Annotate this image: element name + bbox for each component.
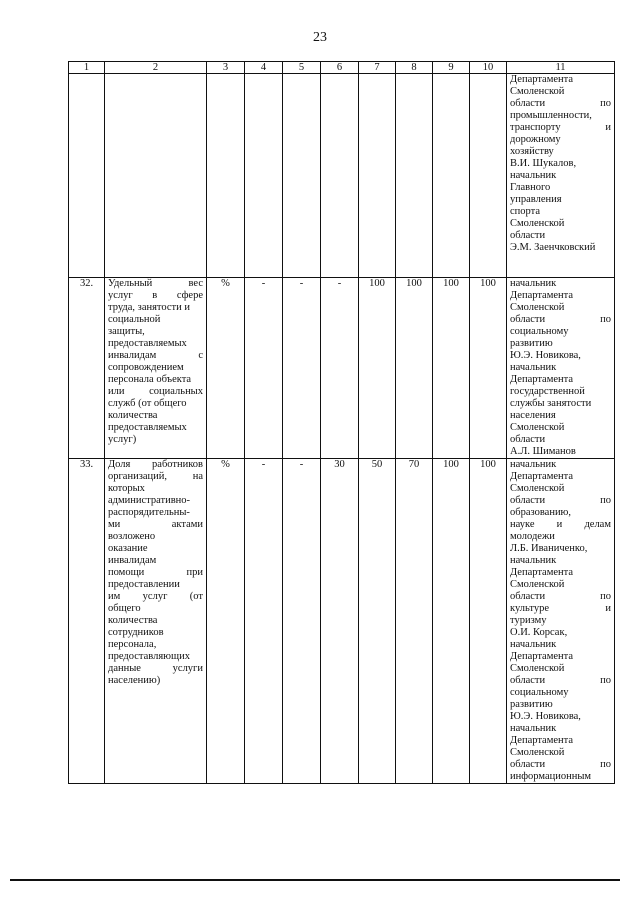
text-line: количества bbox=[108, 615, 158, 626]
text-line: туризму bbox=[510, 615, 547, 626]
value-cell: - bbox=[245, 459, 283, 784]
indicator-cell bbox=[105, 278, 207, 459]
value-cell bbox=[433, 74, 470, 278]
text-line: В.И. Шукалов, bbox=[510, 158, 577, 169]
text-line: области по bbox=[510, 314, 611, 325]
text-line: начальник bbox=[510, 639, 557, 650]
text-line: инвалидам с bbox=[108, 350, 203, 361]
text-line: Смоленской bbox=[510, 218, 565, 229]
value-cell: 100 bbox=[433, 278, 470, 459]
text-line: персонала, bbox=[108, 639, 157, 650]
text-line: промышленности, bbox=[510, 110, 592, 121]
value-cell: - bbox=[283, 278, 321, 459]
text-line: населению) bbox=[108, 675, 161, 686]
text-line: науке и делам bbox=[510, 519, 611, 530]
text-line: Смоленской bbox=[510, 302, 565, 313]
column-number: 2 bbox=[105, 62, 207, 74]
text-line: Л.Б. Иваниченко, bbox=[510, 543, 588, 554]
text-line: ми актами bbox=[108, 519, 203, 530]
text-line: социальному bbox=[510, 687, 569, 698]
value-cell: 70 bbox=[396, 459, 433, 784]
text-line: управления bbox=[510, 194, 562, 205]
text-line: данные услуги bbox=[108, 663, 203, 674]
text-line: Смоленской bbox=[510, 579, 565, 590]
text-line: социальной bbox=[108, 314, 161, 325]
text-line: дорожному bbox=[510, 134, 561, 145]
text-line: Департамента bbox=[510, 290, 574, 301]
text-line: спорта bbox=[510, 206, 541, 217]
value-cell bbox=[283, 74, 321, 278]
text-line: области по bbox=[510, 495, 611, 506]
text-line: общего bbox=[108, 603, 141, 614]
text-line: оказание bbox=[108, 543, 148, 554]
text-line: О.И. Корсак, bbox=[510, 627, 568, 638]
text-line: Департамента bbox=[510, 74, 574, 85]
text-line: Удельный вес bbox=[108, 278, 203, 289]
row-number: 33. bbox=[69, 459, 105, 784]
text-line: предоставлении bbox=[108, 579, 180, 590]
value-cell: 50 bbox=[359, 459, 396, 784]
indicators-table bbox=[68, 61, 615, 784]
text-line: возложено bbox=[108, 531, 156, 542]
text-line: труда, занятости и bbox=[108, 302, 191, 313]
text-line: распорядительны- bbox=[108, 507, 190, 518]
text-line: персонала объекта bbox=[108, 374, 192, 385]
text-line: предоставляемых bbox=[108, 422, 187, 433]
indicator-cell bbox=[105, 74, 207, 278]
unit-cell bbox=[207, 74, 245, 278]
value-cell: 100 bbox=[359, 278, 396, 459]
text-line: Ю.Э. Новикова, bbox=[510, 711, 581, 722]
text-line: Доля работников bbox=[108, 459, 203, 470]
text-line: начальник bbox=[510, 723, 557, 734]
unit-cell: % bbox=[207, 278, 245, 459]
text-line: области по bbox=[510, 591, 611, 602]
column-number: 11 bbox=[507, 62, 615, 74]
page-number: 23 bbox=[313, 30, 327, 45]
column-number: 9 bbox=[433, 62, 470, 74]
text-line: инвалидам bbox=[108, 555, 157, 566]
text-line: Ю.Э. Новикова, bbox=[510, 350, 581, 361]
text-line: информационным bbox=[510, 771, 592, 782]
text-line: Департамента bbox=[510, 471, 574, 482]
value-cell bbox=[470, 74, 507, 278]
text-line: сопровождением bbox=[108, 362, 184, 373]
text-line: административно- bbox=[108, 495, 191, 506]
text-line: Смоленской bbox=[510, 422, 565, 433]
indicator-cell bbox=[105, 459, 207, 784]
text-line: предоставляемых bbox=[108, 338, 187, 349]
text-line: Департамента bbox=[510, 735, 574, 746]
text-line: начальник bbox=[510, 170, 557, 181]
value-cell: 100 bbox=[396, 278, 433, 459]
text-line: Департамента bbox=[510, 374, 574, 385]
text-line: начальник bbox=[510, 278, 557, 289]
text-line: защиты, bbox=[108, 326, 145, 337]
table-row bbox=[69, 459, 615, 784]
text-line: области по bbox=[510, 675, 611, 686]
responsible-cell bbox=[507, 459, 615, 784]
column-number: 5 bbox=[283, 62, 321, 74]
text-line: начальник bbox=[510, 555, 557, 566]
text-line: количества bbox=[108, 410, 158, 421]
column-number: 10 bbox=[470, 62, 507, 74]
value-cell: 100 bbox=[470, 459, 507, 784]
value-cell: 100 bbox=[470, 278, 507, 459]
column-number-row bbox=[69, 62, 615, 74]
text-line: Э.М. Заенчковский bbox=[510, 242, 596, 253]
text-line: развитию bbox=[510, 699, 553, 710]
row-number-cell bbox=[69, 74, 105, 278]
row-number: 32. bbox=[69, 278, 105, 459]
unit-cell: % bbox=[207, 459, 245, 784]
text-line: социальному bbox=[510, 326, 569, 337]
text-line: А.Л. Шиманов bbox=[510, 446, 576, 457]
value-cell: - bbox=[245, 278, 283, 459]
column-number: 7 bbox=[359, 62, 396, 74]
text-line: Департамента bbox=[510, 567, 574, 578]
text-line: населения bbox=[510, 410, 556, 421]
text-line: области bbox=[510, 230, 546, 241]
value-cell: - bbox=[321, 278, 359, 459]
text-line: культуре и bbox=[510, 603, 611, 614]
text-line: или социальных bbox=[108, 386, 203, 397]
text-line: хозяйству bbox=[510, 146, 554, 157]
value-cell bbox=[359, 74, 396, 278]
text-line: предоставляющих bbox=[108, 651, 190, 662]
text-line: Смоленской bbox=[510, 663, 565, 674]
text-line: Департамента bbox=[510, 651, 574, 662]
column-number: 1 bbox=[69, 62, 105, 74]
text-line: службы занятости bbox=[510, 398, 592, 409]
text-line: сотрудников bbox=[108, 627, 164, 638]
table-row bbox=[69, 278, 615, 459]
text-line: служб (от общего bbox=[108, 398, 187, 409]
column-number: 6 bbox=[321, 62, 359, 74]
text-line: организаций, на bbox=[108, 471, 203, 482]
value-cell bbox=[245, 74, 283, 278]
text-line: молодежи bbox=[510, 531, 555, 542]
text-line: начальник bbox=[510, 459, 557, 470]
text-line: помощи при bbox=[108, 567, 203, 578]
text-line: транспорту и bbox=[510, 122, 611, 133]
text-line: которых bbox=[108, 483, 145, 494]
responsible-cell bbox=[507, 278, 615, 459]
text-line: Смоленской bbox=[510, 747, 565, 758]
text-line: Смоленской bbox=[510, 483, 565, 494]
text-line: области по bbox=[510, 98, 611, 109]
column-number: 4 bbox=[245, 62, 283, 74]
text-line: услуг в сфере bbox=[108, 290, 203, 301]
text-line: образованию, bbox=[510, 507, 572, 518]
column-number: 3 bbox=[207, 62, 245, 74]
text-line: Смоленской bbox=[510, 86, 565, 97]
value-cell: - bbox=[283, 459, 321, 784]
text-line: Главного bbox=[510, 182, 551, 193]
bottom-rule bbox=[10, 879, 620, 881]
continuation-row bbox=[69, 74, 615, 278]
text-line: начальник bbox=[510, 362, 557, 373]
text-line: области по bbox=[510, 759, 611, 770]
value-cell: 100 bbox=[433, 459, 470, 784]
value-cell bbox=[321, 74, 359, 278]
text-line: развитию bbox=[510, 338, 553, 349]
value-cell bbox=[396, 74, 433, 278]
text-line: государственной bbox=[510, 386, 585, 397]
text-line: области bbox=[510, 434, 546, 445]
text-line: им услуг (от bbox=[108, 591, 203, 602]
text-line: услуг) bbox=[108, 434, 137, 445]
value-cell: 30 bbox=[321, 459, 359, 784]
responsible-cell bbox=[507, 74, 615, 278]
column-number: 8 bbox=[396, 62, 433, 74]
